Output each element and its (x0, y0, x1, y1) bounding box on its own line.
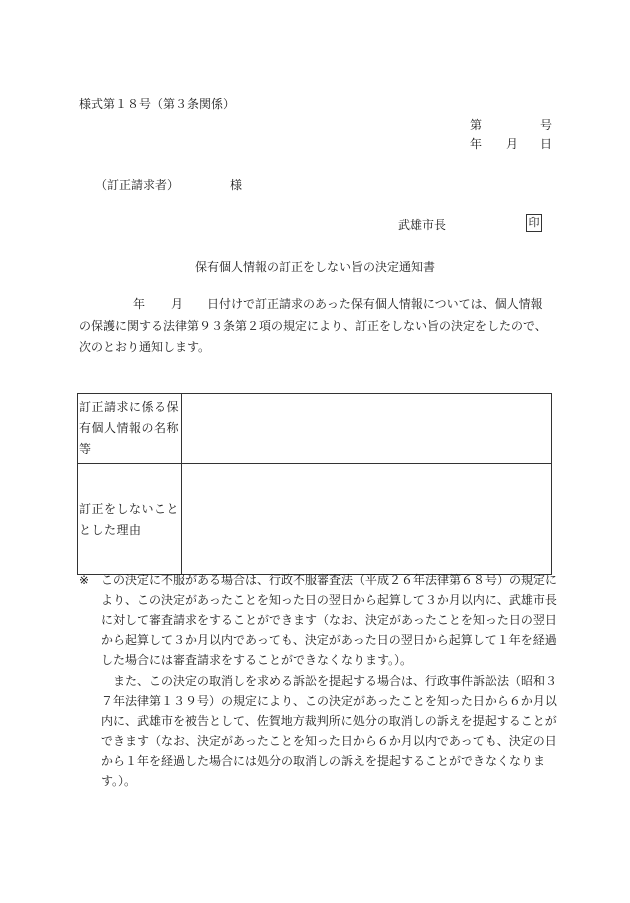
body-year-label: 年 (133, 297, 146, 311)
note-text-appeal: この決定に不服がある場合は、行政不服審査法（平成２６年法律第６８号）の規定により、この決定があったことを知った日の翌日から起算して３か月以内に、武雄市長に対して審査請求をすることができます（なお、決定があったことを知った日の翌日から起算して３か月以内であっても、決定があった日の翌日から起算して１年を経過した場合には審査請求をすることができなくなります。）。 (101, 573, 558, 667)
document-title: 保有個人情報の訂正をしない旨の決定通知書 (194, 260, 435, 274)
body-month-label: 月 (171, 297, 184, 311)
table-row (78, 464, 552, 575)
table-row (78, 394, 552, 464)
notice-body (79, 294, 554, 359)
issuer-name: 武雄市長 (398, 218, 447, 232)
date-month-label: 月 (506, 137, 519, 151)
document-number-label: 第 (470, 118, 483, 132)
seal-mark: 印 (526, 214, 542, 232)
notes-section (79, 570, 557, 791)
addressee-label: （訂正請求者） (95, 178, 180, 192)
table-label-reason: 訂正をしないこととした理由 (78, 464, 182, 575)
table-value-info-name (182, 394, 552, 464)
table-label-info-name: 訂正請求に係る保有個人情報の名称等 (78, 394, 182, 464)
addressee-honorific: 様 (230, 178, 243, 192)
form-number: 様式第１８号（第３条関係） (79, 97, 236, 111)
document-number-suffix: 号 (540, 118, 553, 132)
date-year-label: 年 (470, 137, 483, 151)
body-text: 日付けで訂正請求のあった保有個人情報については、個人情報の保護に関する法律第９３条第２項の規定により、訂正をしない旨の決定をしたので、次のとおり通知します。 (79, 297, 547, 354)
note-paragraph-appeal (79, 570, 557, 670)
table-value-reason (182, 464, 552, 575)
date-day-label: 日 (540, 137, 553, 151)
info-table (77, 393, 552, 575)
note-mark: ※ (79, 573, 90, 587)
note-paragraph-lawsuit: また、この決定の取消しを求める訴訟を提起する場合は、行政事件訴訟法（昭和３７年法律第１３９号）の規定により、この決定があったことを知った日から６か月以内に、武雄市を被告として、佐賀地方裁判所に処分の取消しの訴えを提起することができます（なお、決定があったことを知った日から６か月以内であっても、決定の日から１年を経過した場合には処分の取消しの訴えを提起することができなくなります。）。 (101, 674, 558, 788)
